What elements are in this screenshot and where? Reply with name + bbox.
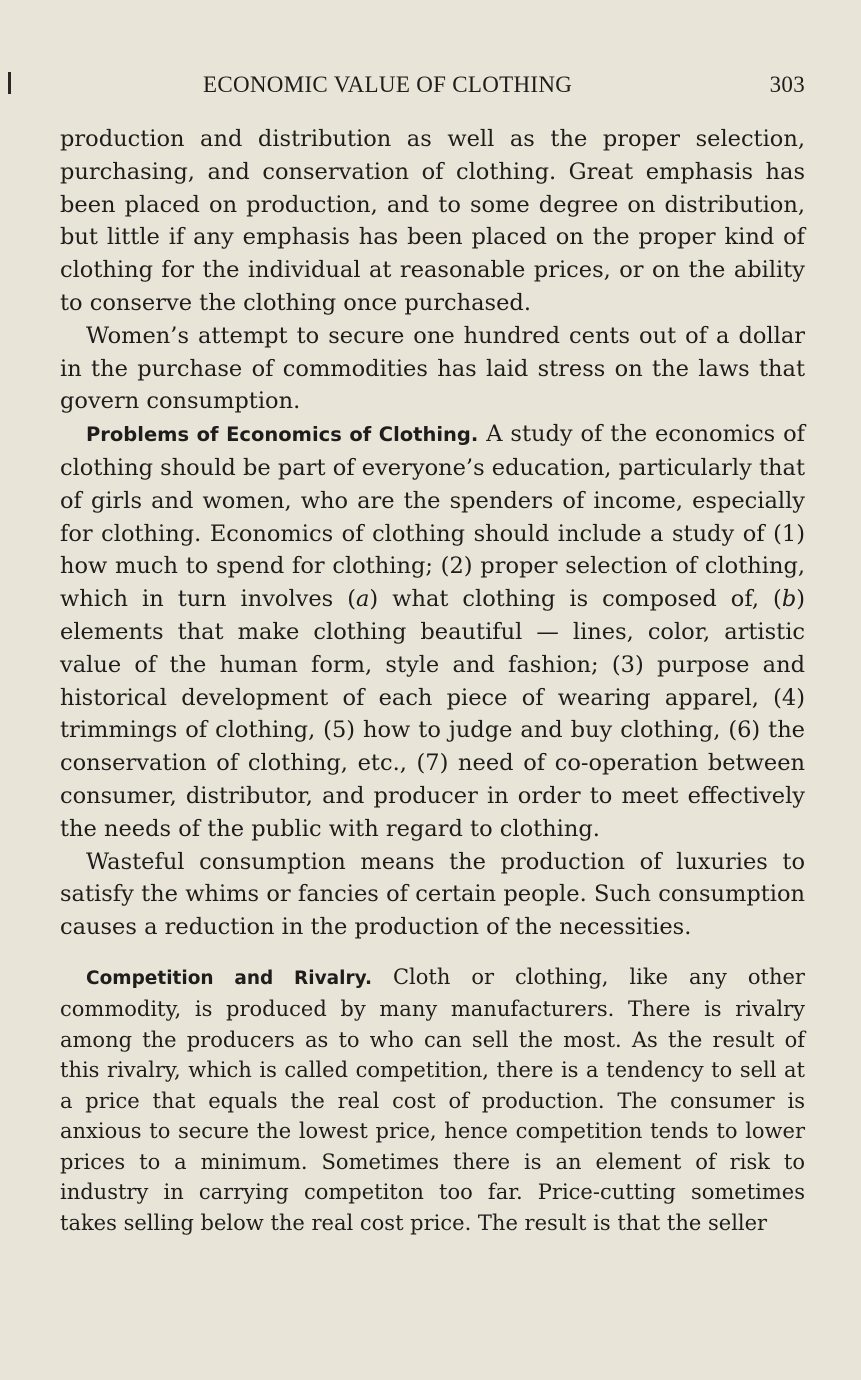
section-heading-competition: Competition and Rivalry. <box>86 967 372 989</box>
paragraph-competition <box>60 962 805 1239</box>
paragraph-problems-of-economics <box>60 418 805 845</box>
paragraph-continuation: production and distribution as well as the proper selection, purchasing, and conservation of clothing. Great emphasis has been placed on production, and to some degree on distribution, but little if any emphasis has been placed on the proper kind of clothing for the individual at reasonable prices, or on the ability to conserve the clothing once purchased. <box>60 126 805 316</box>
problems-text-part-2: ) what clothing is composed of, ( <box>369 586 782 613</box>
paragraph-womens-attempt: Women’s attempt to secure one hundred cents out of a dollar in the purchase of commodities has laid stress on the laws that govern consumption. <box>60 322 805 415</box>
section-heading-problems: Problems of Economics of Clothing. <box>86 423 479 447</box>
problems-item-b: b <box>781 586 797 613</box>
running-title: ECONOMIC VALUE OF CLOTHING <box>203 72 573 97</box>
problems-text-part-1: A study of the economics of clothing should be part of everyone’s education, particularly that of girls and women, who are the spenders of income, especially for clothing. Economics of clothing should include a study of (1) how much to spend for clothing; (2) proper selection of clothing, which in turn involves ( <box>60 421 806 613</box>
running-header <box>60 72 805 102</box>
paragraph-wasteful-consumption: Wasteful consumption means the production of luxuries to satisfy the whims or fancies of certain people. Such consumption causes a reduction in the production of the necessities. <box>60 848 805 941</box>
page-edge-mark <box>8 72 11 94</box>
problems-item-a: a <box>356 586 370 613</box>
body-text <box>60 123 805 1238</box>
page-number: 303 <box>769 72 805 97</box>
competition-text: Cloth or clothing, like any other commodity, is produced by many manufacturers. There is rivalry among the producers as to who can sell the most. As the result of this rivalry, which is called competition, there is a tendency to sell at a price that equals the real cost of production. The consumer is anxious to secure the lowest price, hence competition tends to lower prices to a minimum. Sometimes there is an element of risk to industry in carrying competiton too far. Price-cutting sometimes takes selling below the real cost price. The result is that the seller <box>60 964 805 1235</box>
problems-text-part-3: ) elements that make clothing beautiful — lines, color, artistic value of the human form, style and fashion; (3) purpose and historical development of each piece of wearing apparel, (4) trimmings of clothing, (5) how to judge and buy clothing, (6) the conservation of clothing, etc., (7) need of co-operation between consumer, distributor, and producer in order to meet effectively the needs of the public with regard to clothing. <box>60 586 805 842</box>
